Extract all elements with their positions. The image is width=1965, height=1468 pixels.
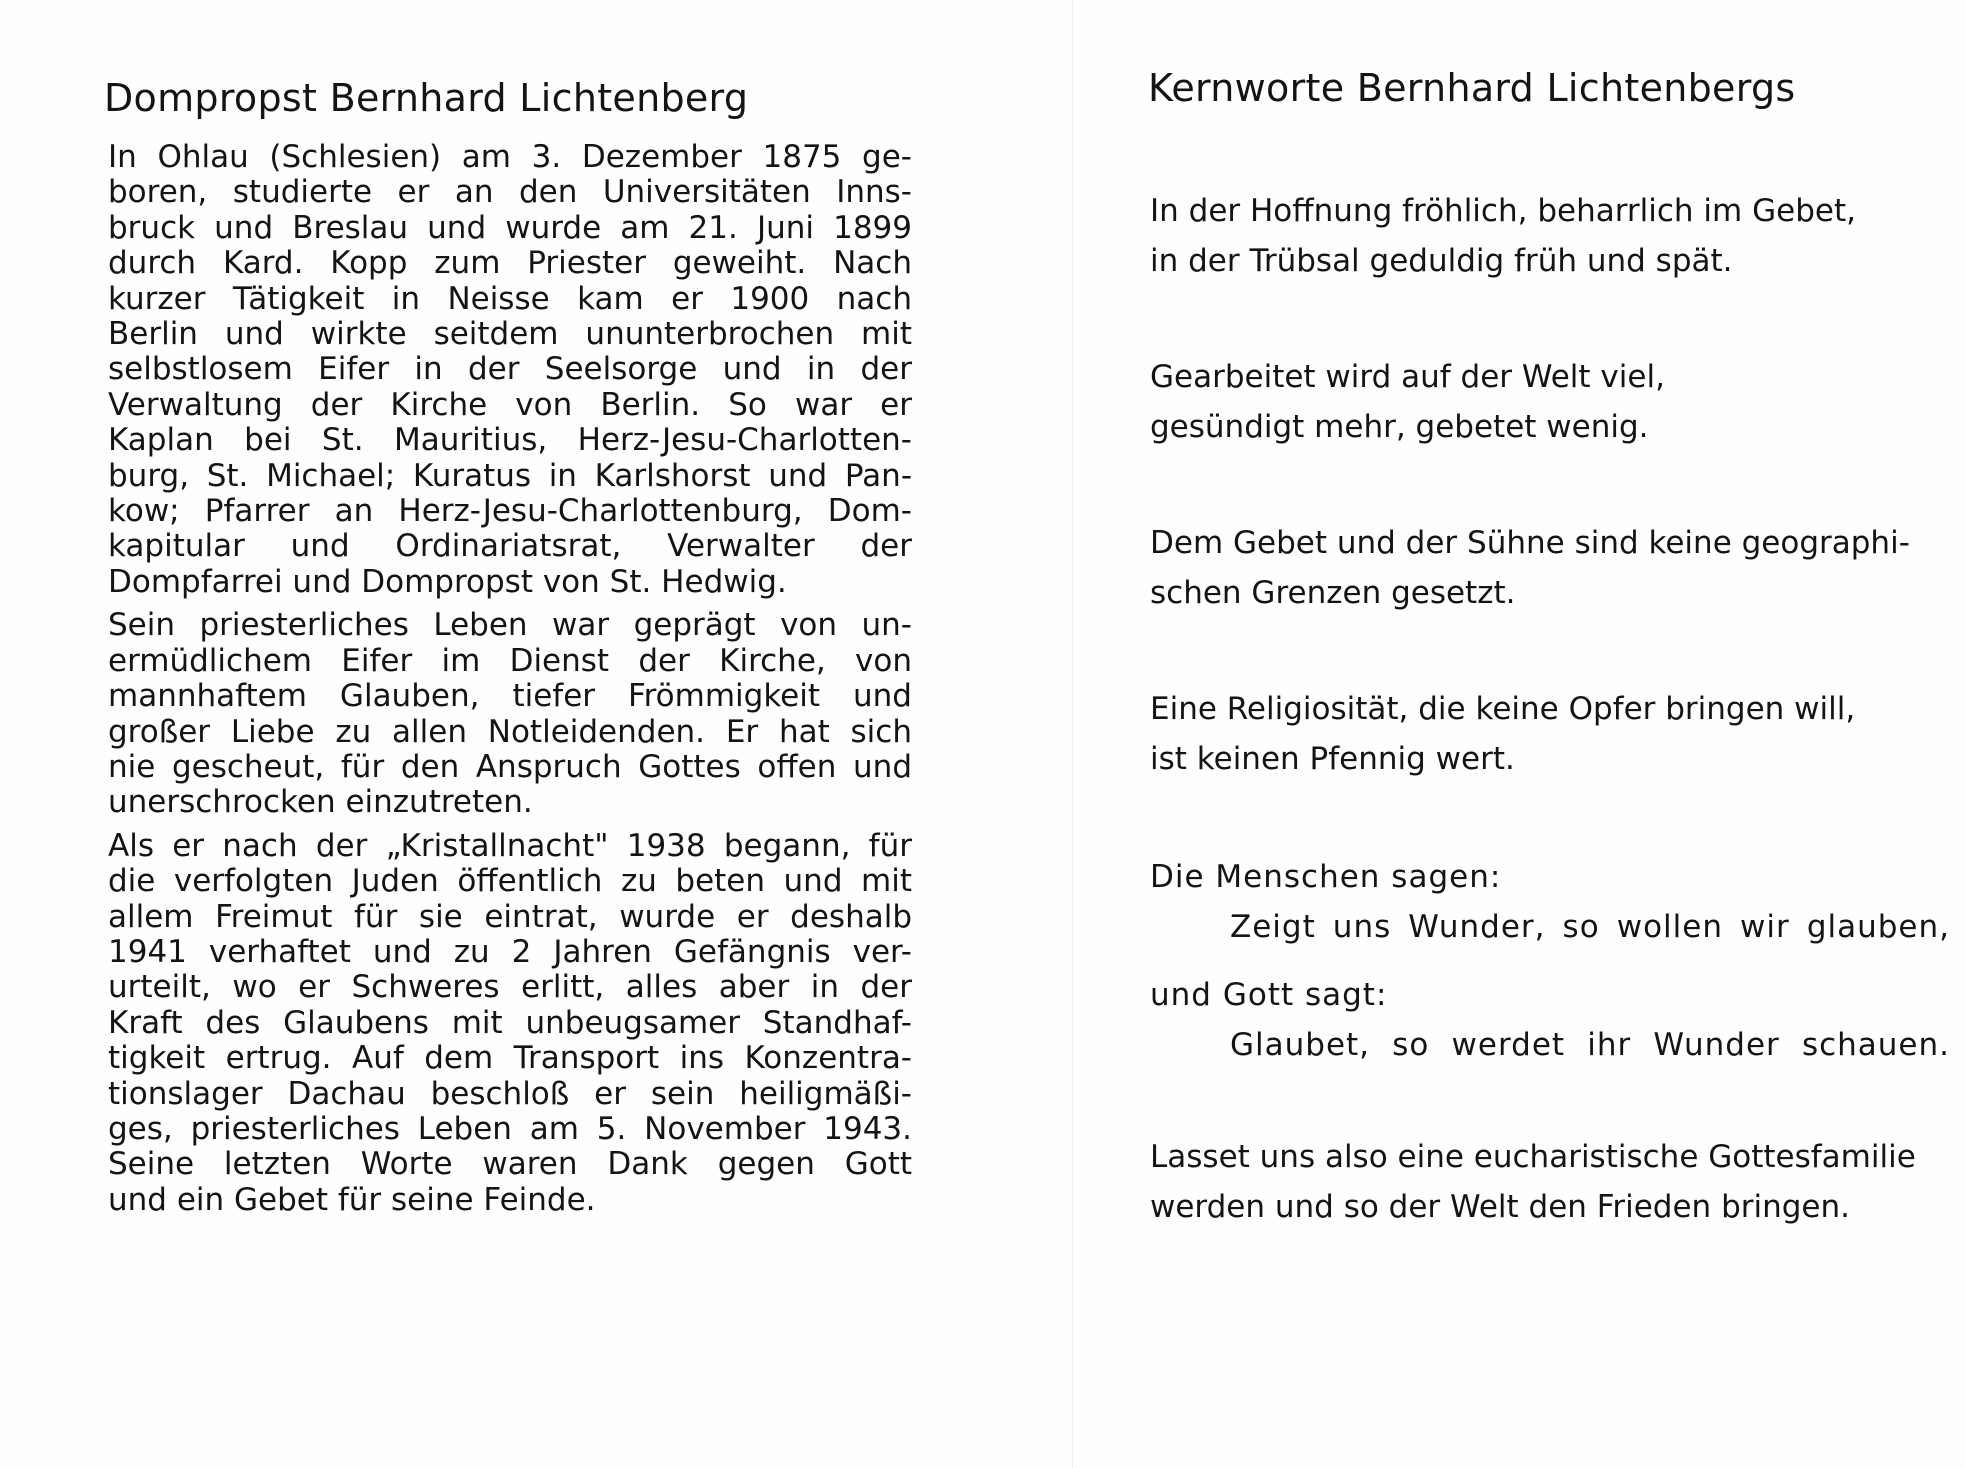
text-line: Sein priesterliches Leben war geprägt von un- <box>108 607 912 644</box>
biography-paragraph <box>108 140 912 600</box>
quote-block <box>1150 1132 1950 1232</box>
biography-title: Dompropst Bernhard Lichtenberg <box>104 76 749 120</box>
text-line: Kaplan bei St. Mauritius, Herz-Jesu-Charlotten- <box>108 422 912 459</box>
text-line: mannhaftem Glauben, tiefer Frömmigkeit und <box>108 678 912 715</box>
text-line: boren, studierte er an den Universitäten Inns- <box>108 174 912 211</box>
text-line: die verfolgten Juden öffentlich zu beten und mit <box>108 863 912 900</box>
quote-line: Gearbeitet wird auf der Welt viel, <box>1150 359 1665 395</box>
text-line: unerschrocken einzutreten. <box>108 784 533 821</box>
text-line: durch Kard. Kopp zum Priester geweiht. Nach <box>108 245 912 282</box>
quote-line: Dem Gebet und der Sühne sind keine geographi- <box>1150 525 1910 561</box>
quotes-title: Kernworte Bernhard Lichtenbergs <box>1148 66 1796 110</box>
text-line: Berlin und wirkte seitdem ununterbrochen mit <box>108 316 912 353</box>
text-line: Seine letzten Worte waren Dank gegen Gott <box>108 1146 912 1183</box>
text-line: selbstlosem Eifer in der Seelsorge und in der <box>108 351 912 388</box>
text-line: tionslager Dachau beschloß er sein heiligmäßi- <box>108 1075 912 1112</box>
text-line: In Ohlau (Schlesien) am 3. Dezember 1875 ge- <box>108 139 912 175</box>
quote-line: In der Hoffnung fröhlich, beharrlich im Gebet, <box>1150 193 1856 229</box>
text-line: tigkeit ertrug. Auf dem Transport ins Konzentra- <box>108 1040 912 1077</box>
biography-paragraph <box>108 608 912 820</box>
text-line: Kraft des Glaubens mit unbeugsamer Standhaf- <box>108 1004 912 1041</box>
text-line: kow; Pfarrer an Herz-Jesu-Charlottenburg, Dom- <box>108 493 912 530</box>
text-line: burg, St. Michael; Kuratus in Karlshorst und Pan- <box>108 457 912 494</box>
quote-line: schen Grenzen gesetzt. <box>1150 575 1516 611</box>
quote-line: Lasset uns also eine eucharistische Gottesfamilie <box>1150 1139 1916 1175</box>
text-line: kurzer Tätigkeit in Neisse kam er 1900 nach <box>108 280 912 317</box>
quote-block <box>1150 186 1950 286</box>
biography-paragraph <box>108 829 912 1218</box>
text-line: großer Liebe zu allen Notleidenden. Er hat sich <box>108 713 912 750</box>
speaker-line: Die Menschen sagen: <box>1150 859 1502 895</box>
text-line: kapitular und Ordinariatsrat, Verwalter der <box>108 528 912 565</box>
quote-line: werden und so der Welt den Frieden bringen. <box>1150 1189 1850 1225</box>
text-line: allem Freimut für sie eintrat, wurde er deshalb <box>108 898 912 935</box>
text-line: ges, priesterliches Leben am 5. November 1943. <box>108 1110 912 1147</box>
spoken-line: Zeigt uns Wunder, so wollen wir glauben, <box>1230 909 1950 945</box>
quote-block <box>1150 684 1950 784</box>
text-line: Als er nach der „Kristallnacht" 1938 begann, für <box>108 827 912 864</box>
quote-line: ist keinen Pfennig wert. <box>1150 741 1515 777</box>
text-line: 1941 verhaftet und zu 2 Jahren Gefängnis ver- <box>108 933 912 970</box>
biography-text <box>108 140 912 1226</box>
text-line: Verwaltung der Kirche von Berlin. So war er <box>108 386 912 423</box>
speaker-line: und Gott sagt: <box>1150 977 1388 1013</box>
text-line: ermüdlichem Eifer im Dienst der Kirche, von <box>108 642 912 679</box>
text-line: urteilt, wo er Schweres erlitt, alles aber in der <box>108 969 912 1006</box>
quote-block <box>1150 518 1950 618</box>
quote-line: in der Trübsal geduldig früh und spät. <box>1150 243 1733 279</box>
spoken-line: Glaubet, so werdet ihr Wunder schauen. <box>1230 1027 1950 1063</box>
dialogue-quote <box>1150 852 1950 1070</box>
text-line: Dompfarrei und Dompropst von St. Hedwig. <box>108 563 787 600</box>
text-line: bruck und Breslau und wurde am 21. Juni 1899 <box>108 209 912 246</box>
text-line: nie gescheut, für den Anspruch Gottes offen und <box>108 748 912 785</box>
fold-line <box>1072 0 1073 1468</box>
quote-block <box>1150 352 1950 452</box>
quote-line: gesündigt mehr, gebetet wenig. <box>1150 409 1649 445</box>
spacer <box>1150 952 1950 970</box>
text-line: und ein Gebet für seine Feinde. <box>108 1181 596 1218</box>
quote-line: Eine Religiosität, die keine Opfer bringen will, <box>1150 691 1856 727</box>
